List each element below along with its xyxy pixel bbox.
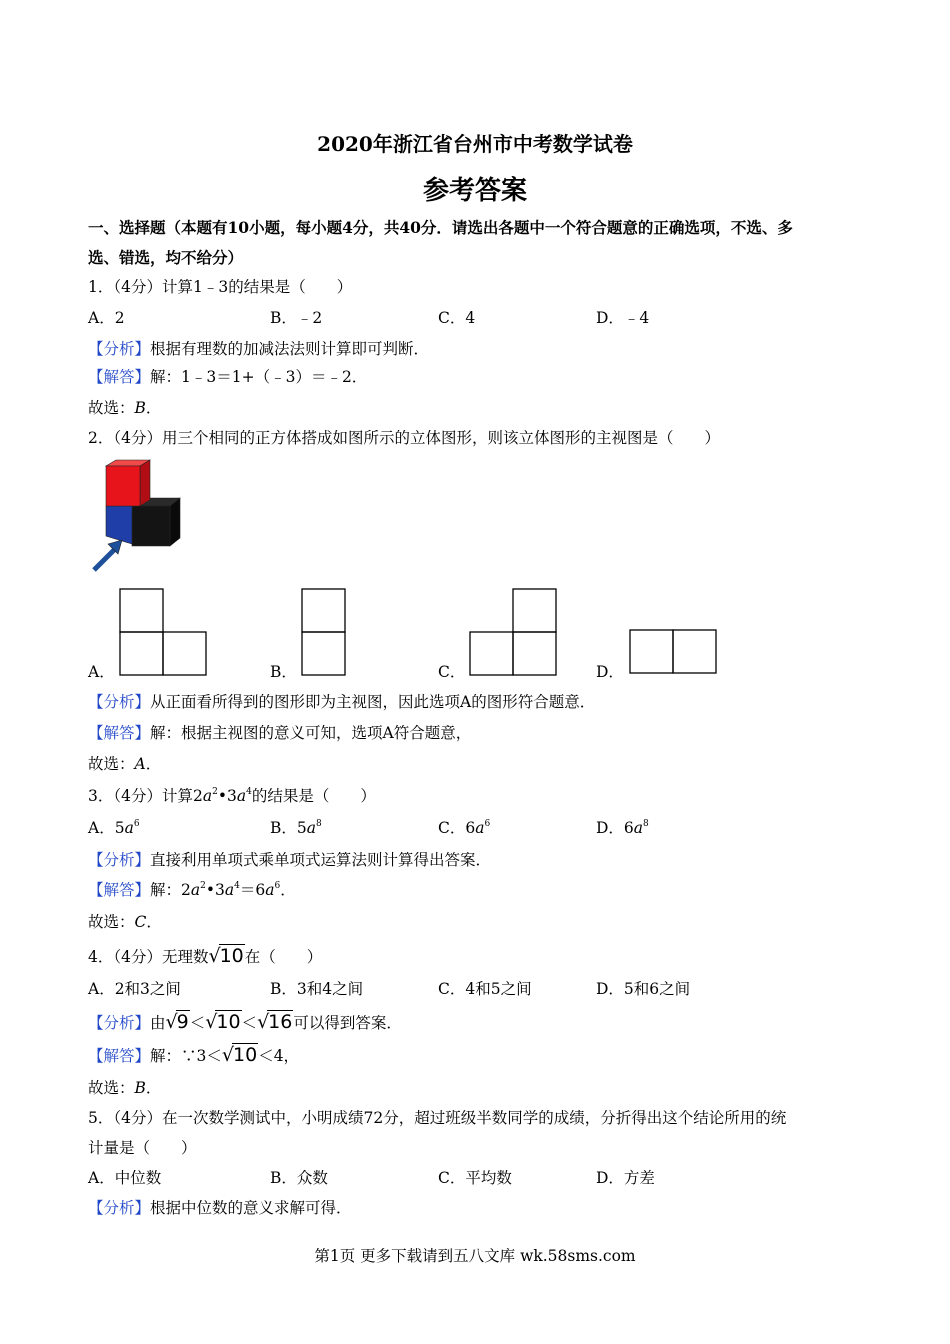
cube-right-side-face: [170, 498, 180, 546]
q1-option-d: D．﹣4: [596, 309, 650, 327]
analysis-tag: 【分析】: [88, 851, 151, 869]
q4-option-a: A．2和3之间: [88, 980, 181, 998]
q3-solution-prefix: 解：2: [150, 881, 191, 899]
q3-solution: 【解答】解：$2a^2•3a^4=6a^6$．: [88, 881, 296, 899]
q1-option-b: B．﹣2: [270, 309, 323, 327]
q4-solution-suffix: ＜4，: [258, 1047, 300, 1065]
q1-option-a: A．2: [88, 309, 125, 327]
choose-prefix: 故选：: [88, 1079, 135, 1097]
cube-top-side-face: [140, 460, 150, 506]
q4-option-d: D．5和6之间: [596, 980, 691, 998]
q2-answer-letter: A: [134, 755, 146, 773]
q2-analysis: [88, 692, 595, 712]
choose-prefix: 故选：: [88, 913, 135, 931]
q2-option-d-figure: [628, 628, 720, 678]
q5-option-a: A．中位数: [88, 1169, 162, 1187]
analysis-tag: 【分析】: [88, 1014, 151, 1032]
analysis-tag: 【分析】: [88, 1199, 151, 1217]
q4-analysis-suffix: 可以得到答案．: [293, 1014, 402, 1032]
q3-option-c-exp: 6: [484, 819, 491, 829]
q3-analysis: [88, 850, 491, 870]
q3-option-b-text: B．5: [270, 819, 307, 837]
q4-stem-prefix: 4．（4分）无理数: [88, 948, 209, 966]
q2-option-a-figure: [118, 587, 210, 677]
q3-option-a-exp: 6: [133, 819, 140, 829]
arrow-shaft: [94, 550, 114, 570]
q3-option-d-text: D．6: [596, 819, 634, 837]
analysis-tag: 【分析】: [88, 340, 151, 358]
q2-option-d: D．: [596, 663, 624, 681]
q4-option-b: B．3和4之间: [270, 980, 364, 998]
q3-stem-suffix: 的结果是（ ）: [251, 787, 376, 805]
q3-stem-prefix: 3．（4分）计算2: [88, 787, 203, 805]
q2-option-b: B．: [270, 663, 297, 681]
radicand: 10: [233, 1044, 258, 1066]
sqrt-16: √16: [257, 1011, 293, 1033]
q4-stem-suffix: 在（ ）: [244, 948, 323, 966]
q2-solution: [88, 723, 471, 743]
q1-solution: [88, 367, 367, 387]
q5-stem-line2: 计量是（ ）: [88, 1139, 197, 1157]
q5-analysis: [88, 1198, 352, 1218]
page-footer: 第1页 更多下载请到五八文库 wk.58sms.com: [314, 1247, 636, 1265]
analysis-tag: 【分析】: [88, 693, 151, 711]
solution-tag: 【解答】: [88, 1047, 151, 1065]
q3-option-a-text: A．5: [88, 819, 125, 837]
cube-top-front-face: [106, 466, 140, 506]
q3-answer: 故选：C．: [88, 913, 162, 931]
q3-analysis-text: 直接利用单项式乘单项式运算法则计算得出答案．: [150, 851, 492, 869]
q4-stem: [88, 946, 322, 967]
q1-stem: 1．（4分）计算1﹣3的结果是（ ）: [88, 278, 353, 296]
radicand: 10: [216, 1011, 241, 1033]
cube-bottom-left-front-face: [106, 506, 132, 544]
q4-answer: 故选：B．: [88, 1079, 162, 1097]
section-heading-line2: 选、错选，均不给分）: [88, 248, 244, 267]
q2-option-a: A．: [88, 663, 115, 681]
q1-answer: 故选：B．: [88, 399, 162, 417]
choose-prefix: 故选：: [88, 755, 135, 773]
q4-solution: [88, 1045, 299, 1066]
radicand: 10: [219, 945, 244, 967]
q5-option-c: C．平均数: [438, 1169, 512, 1187]
q4-analysis-prefix: 由: [150, 1014, 166, 1032]
page-title: 2020年浙江省台州市中考数学试卷: [317, 132, 633, 156]
section-heading-line1: 一、选择题（本题有10小题，每小题4分，共40分．请选出各题中一个符合题意的正确选项，不选、多: [88, 218, 793, 237]
q1-analysis-text: 根据有理数的加减法法则计算即可判断．: [150, 340, 430, 358]
q2-option-c: C．: [438, 663, 466, 681]
choose-prefix: 故选：: [88, 399, 135, 417]
q2-stem: 2．（4分）用三个相同的正方体搭成如图所示的立体图形，则该立体图形的主视图是（ ）: [88, 429, 720, 447]
q4-option-c: C．4和5之间: [438, 980, 532, 998]
q5-option-d: D．方差: [596, 1169, 655, 1187]
q2-answer: 故选：A．: [88, 755, 162, 773]
q3-option-a: A．$5a^6$: [88, 819, 140, 837]
q5-analysis-text: 根据中位数的意义求解可得．: [150, 1199, 352, 1217]
sqrt-9: √9: [165, 1011, 189, 1033]
q3-option-d: D．$6a^8$: [596, 819, 649, 837]
q3-option-b: B．$5a^8$: [270, 819, 322, 837]
q4-analysis: 【分析】由√9＜√10＜√16可以得到答案．: [88, 1011, 402, 1033]
solution-tag: 【解答】: [88, 368, 151, 386]
q3-answer-letter: C: [134, 913, 147, 931]
cube-figure: [88, 458, 188, 576]
q1-analysis: [88, 339, 429, 359]
sqrt-10: √10: [208, 945, 244, 967]
q5-option-b: B．众数: [270, 1169, 328, 1187]
q2-analysis-text: 从正面看所得到的图形即为主视图，因此选项A的图形符合题意．: [150, 693, 596, 711]
q1-solution-text: 解：1﹣3＝1+（﹣3）＝﹣2．: [150, 368, 368, 386]
sqrt-10: √10: [205, 1011, 241, 1033]
q2-option-c-figure: [468, 587, 560, 677]
q2-option-b-figure: [300, 587, 352, 677]
solution-tag: 【解答】: [88, 881, 151, 899]
radicand: 9: [176, 1011, 189, 1033]
q3-option-b-exp: 8: [316, 819, 322, 829]
q3-option-c: C．$6a^6$: [438, 819, 491, 837]
solution-tag: 【解答】: [88, 724, 151, 742]
sqrt-10: √10: [221, 1044, 258, 1066]
cube-right-front-face: [132, 506, 170, 546]
q3-option-c-text: C．6: [438, 819, 476, 837]
q1-answer-letter: B: [134, 399, 146, 417]
q1-option-c: C．4: [438, 309, 476, 327]
q3-option-d-exp: 8: [643, 819, 649, 829]
q4-solution-prefix: 解：∵3＜: [150, 1047, 222, 1065]
q4-answer-letter: B: [134, 1079, 146, 1097]
page-subtitle: 参考答案: [422, 176, 527, 206]
q5-stem-line1: 5．（4分）在一次数学测试中，小明成绩72分，超过班级半数同学的成绩，分折得出这个结论所用的统: [88, 1109, 787, 1127]
q2-solution-text: 解：根据主视图的意义可知，选项A符合题意，: [150, 724, 472, 742]
q3-stem: 3．（4分）计算$2a^2•3a^4$的结果是（ ）: [88, 787, 376, 805]
radicand: 16: [268, 1011, 293, 1033]
